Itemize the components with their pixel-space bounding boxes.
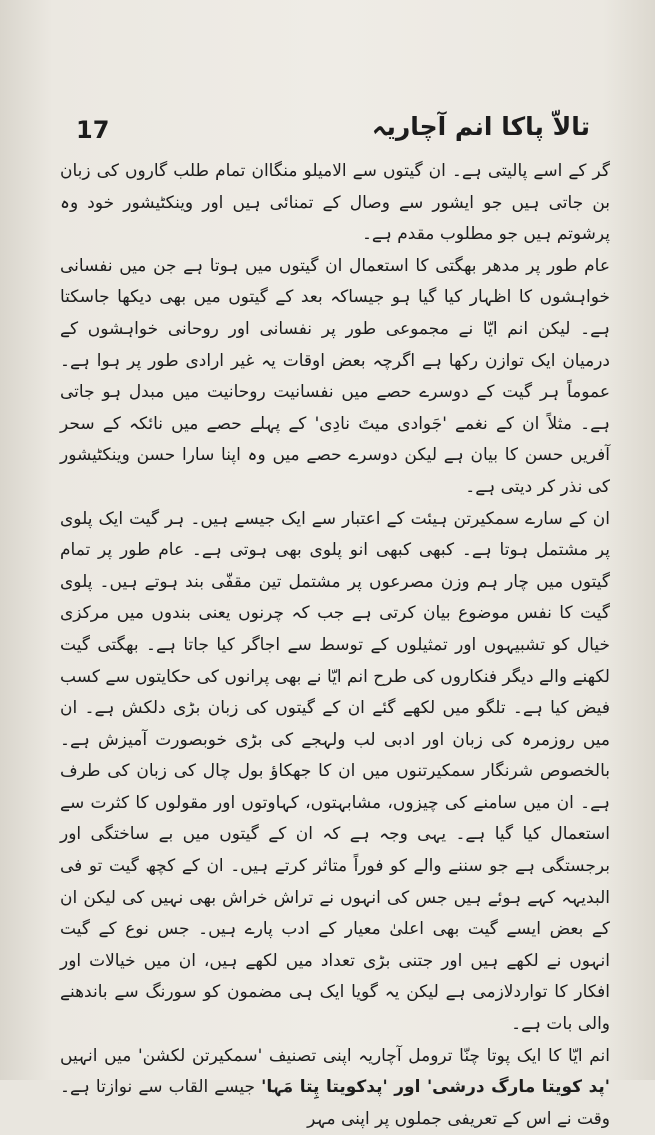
paragraph: ان کے سارے سمکیرتن ہیئت کے اعتبار سے ایک جیسے ہیں۔ ہر گیت ایک پلوی پر مشتمل ہوتا ہے۔ کبھی کبھی انو پلوی بھی ہوتی ہے۔ عام طور پر تمام گیتوں میں چار ہم وزن مصرعوں پر مشتمل تین مقفّی بند ہوتے ہیں۔ پلوی گیت کا نفس موضوع بیان کرتی ہے جب کہ چرنوں یعنی بندوں میں مرکزی خیال کو تشبیہوں اور تمثیلوں کے توسط سے اجاگر کیا جاتا ہے۔ بھگتی گیت لکھنے والے دیگر فنکاروں کی طرح انم ایّا نے بھی پرانوں کی حکایتوں سے کسب فیض کیا ہے۔ تلگو میں لکھے گئے ان کے گیتوں کی زبان بڑی دلکش ہے۔ ان میں روزمرہ کی زبان اور ادبی لب ولہجے کی بڑی خوبصورت آمیزش ہے۔ بالخصوص شرنگار سمکیرتنوں میں ان کا جھکاؤ بول چال کی زبان کی طرف ہے۔ ان میں سامنے کی چیزوں، مشابہتوں، کہاوتوں اور مقولوں کا کثرت سے استعمال کیا گیا ہے۔ یہی وجہ ہے کہ ان کے گیتوں میں بے ساختگی اور برجستگی ہے جو سننے والے کو فوراً متاثر کرتے ہیں۔ ان کے کچھ گیت تو فی البدیہہ کہے ہوئے ہیں جس کی انہوں نے تراش خراش بھی نہیں کی لیکن ان کے بعض ایسے گیت بھی اعلیٰ معیار کے ادب پارے ہیں۔ جس نوع کے گیت انہوں نے لکھے ہیں اور جتنی بڑی تعداد میں لکھے ہیں، ان میں خیالات اور افکار کا تواردلازمی ہے لیکن یہ گویا ایک ہی مضمون کو سورنگ سے باندھنے والی بات ہے۔ <box>60 508 610 1035</box>
paragraph: گر کے اسے پالیتی ہے۔ ان گیتوں سے الامیلو منگاان تمام طلب گاروں کی زبان بن جاتی ہیں جو ایشور سے وصال کے تمنائی ہیں اور وینکٹیشور خود وہ پرشوتم ہیں جو مطلوب مقدم ہے۔ <box>60 161 610 245</box>
paragraph-text: انم ایّا کا ایک پوتا چنّا ترومل آچاریہ اپنی تصنیف 'سمکیرتن لکشن' میں انہیں <box>60 1045 610 1066</box>
paragraph: عام طور پر مدھر بھگتی کا استعمال ان گیتوں میں ہوتا ہے جن میں نفسانی خواہشوں کا اظہار کیا گیا ہو جیساکہ بعد کے گیتوں میں بھی دیکھا جاسکتا ہے۔ لیکن انم ایّا نے مجموعی طور پر نفسانی اور روحانی خواہشوں کے درمیان ایک توازن رکھا ہے اگرچہ بعض اوقات یہ غیر ارادی طور پر ہوا ہے۔ عموماً ہر گیت کے دوسرے حصے میں نفسانیت روحانیت میں مبدل ہو جاتی ہے۔ مثلاً ان کے نغمے 'جَوادی میتَ نادِی' کے پہلے حصے میں نائکہ کے سحر آفریں حسن کا بیان ہے لیکن دوسرے حصے میں وہ اپنا سارا حسن وینکٹیشور کی نذر کر دیتی ہے۔ <box>60 255 610 497</box>
bold-titles: 'پد کویتا مارگ درشی' اور 'پدکویتا پِتا مَہا' <box>261 1077 610 1098</box>
page-number: 17 <box>76 116 110 144</box>
paragraph <box>60 1041 610 1135</box>
paragraph-text-continued: جیسے القاب سے نوازتا ہے۔ وقت نے اس کے تعریفی جملوں پر اپنی مہر <box>60 1077 610 1129</box>
body-text <box>60 156 610 1135</box>
running-title: تالاّ پاکا انم آچاریہ <box>371 112 590 141</box>
page-header <box>70 112 590 152</box>
